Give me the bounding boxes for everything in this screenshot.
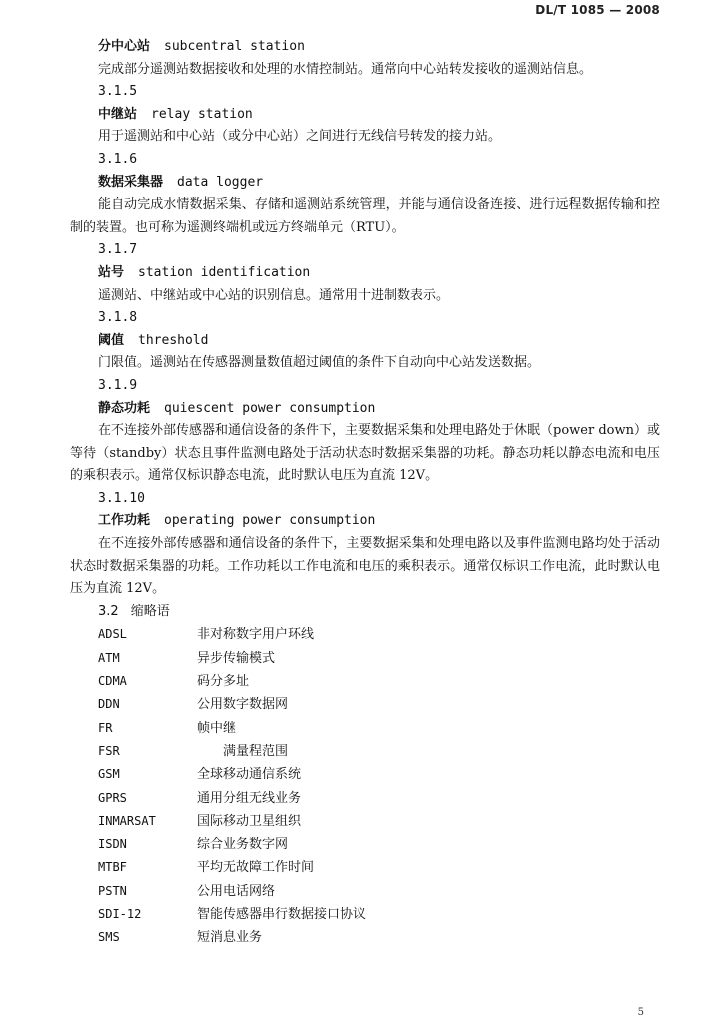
term-english: data logger [177, 174, 264, 190]
document-body [70, 36, 660, 950]
abbreviation-meaning: 公用数字数据网 [197, 697, 289, 713]
term-english: station identification [138, 264, 311, 280]
abbreviation-list [70, 623, 660, 949]
abbreviation-row [70, 670, 660, 693]
term-heading [70, 510, 660, 533]
term-chinese: 静态功耗 [98, 400, 151, 416]
clause-number: 3.1.8 [98, 310, 138, 326]
abbreviation-code: PSTN [98, 883, 127, 898]
term-chinese: 中继站 [98, 106, 138, 122]
abbreviation-meaning: 满量程范围 [223, 743, 289, 759]
term-heading [70, 104, 660, 127]
abbreviation-meaning: 短消息业务 [197, 930, 263, 946]
term-definition: 用于遥测站和中心站（或分中心站）之间进行无线信号转发的接力站。 [98, 129, 502, 145]
abbreviation-row [70, 810, 660, 833]
abbreviation-row [70, 833, 660, 856]
abbreviation-meaning: 异步传输模式 [197, 650, 276, 666]
term-english: quiescent power consumption [164, 400, 376, 416]
term-chinese: 工作功耗 [98, 513, 151, 529]
abbreviation-meaning: 帧中继 [197, 720, 237, 736]
abbreviation-code: GPRS [98, 790, 127, 805]
term-definition: 遥测站、中继站或中心站的识别信息。通常用十进制数表示。 [98, 287, 450, 303]
standard-code-header: DL/T 1085 — 2008 [535, 3, 660, 17]
term-definition: 能自动完成水情数据采集、存储和遥测站系统管理，并能与通信设备连接、进行远程数据传输和控制的装置。也可称为遥测终端机或远方终端单元（RTU）。 [70, 197, 660, 235]
term-definition: 在不连接外部传感器和通信设备的条件下，主要数据采集和处理电路处于休眠（power down）或等待（standby）状态且事件监测电路处于活动状态时数据采集器的功耗。静态功耗以静态电流和电压的乘积表示。通常仅标识静态电流，此时默认电压为直流 12V。 [70, 423, 660, 484]
term-english: operating power consumption [164, 513, 376, 529]
clause-number: 3.1.6 [98, 151, 138, 167]
page-number: 5 [637, 1007, 644, 1018]
term-heading [70, 36, 660, 59]
term-english: relay station [151, 106, 253, 122]
abbreviation-row [70, 763, 660, 786]
term-heading [70, 398, 660, 421]
abbreviation-code: GSM [98, 767, 120, 782]
abbreviation-meaning: 平均无故障工作时间 [197, 860, 315, 876]
term-chinese: 数据采集器 [98, 174, 164, 190]
abbreviation-meaning: 综合业务数字网 [197, 837, 289, 853]
term-heading [70, 262, 660, 285]
abbreviation-code: FSR [98, 743, 120, 758]
abbreviation-meaning: 非对称数字用户环线 [197, 627, 315, 643]
abbreviations-title: 缩略语 [130, 603, 170, 619]
clause-number: 3.1.5 [98, 84, 138, 100]
abbreviation-row [70, 903, 660, 926]
term-chinese: 站号 [98, 264, 125, 280]
abbreviation-code: INMARSAT [98, 813, 156, 828]
term-chinese: 分中心站 [98, 39, 151, 54]
abbreviation-meaning: 公用电话网络 [197, 883, 276, 899]
abbreviation-row [70, 880, 660, 903]
abbreviation-meaning: 码分多址 [197, 674, 250, 690]
abbreviation-code: DDN [98, 697, 120, 712]
abbreviation-code: SDI-12 [98, 907, 142, 921]
term-definition: 完成部分遥测站数据接收和处理的水情控制站。通常向中心站转发接收的遥测站信息。 [98, 61, 593, 77]
abbreviation-code: MTBF [98, 860, 127, 875]
clause-number: 3.1.10 [98, 490, 145, 506]
clause-number: 3.2 [98, 603, 119, 619]
abbreviations-heading [70, 601, 660, 624]
abbreviation-row [70, 693, 660, 716]
abbreviation-meaning: 国际移动卫星组织 [197, 813, 302, 829]
abbreviation-row [70, 926, 660, 949]
term-english: subcentral station [164, 39, 305, 54]
abbreviation-code: SMS [98, 930, 120, 945]
abbreviation-code: ISDN [98, 837, 127, 852]
abbreviation-row [70, 856, 660, 879]
term-heading [70, 330, 660, 353]
clause-number: 3.1.9 [98, 377, 138, 393]
term-definition: 门限值。遥测站在传感器测量数值超过阈值的条件下自动向中心站发送数据。 [98, 355, 541, 371]
term-heading [70, 172, 660, 195]
abbreviation-row [70, 787, 660, 810]
term-definition: 在不连接外部传感器和通信设备的条件下，主要数据采集和处理电路以及事件监测电路均处于活动状态时数据采集器的功耗。工作功耗以工作电流和电压的乘积表示。通常仅标识工作电流，此时默认电压为直流 12V。 [70, 536, 660, 597]
abbreviation-row [70, 623, 660, 646]
abbreviation-meaning: 通用分组无线业务 [197, 790, 302, 806]
abbreviation-row [70, 717, 660, 740]
term-chinese: 阈值 [98, 332, 125, 348]
abbreviation-code: CDMA [98, 674, 127, 689]
abbreviation-code: ATM [98, 650, 120, 665]
abbreviation-row [70, 740, 660, 763]
abbreviation-meaning: 全球移动通信系统 [197, 767, 302, 783]
term-english: threshold [138, 332, 209, 348]
abbreviation-code: ADSL [98, 627, 127, 642]
clause-number: 3.1.7 [98, 242, 138, 258]
abbreviation-code: FR [98, 720, 113, 735]
abbreviation-meaning: 智能传感器串行数据接口协议 [197, 907, 367, 922]
abbreviation-row [70, 647, 660, 670]
